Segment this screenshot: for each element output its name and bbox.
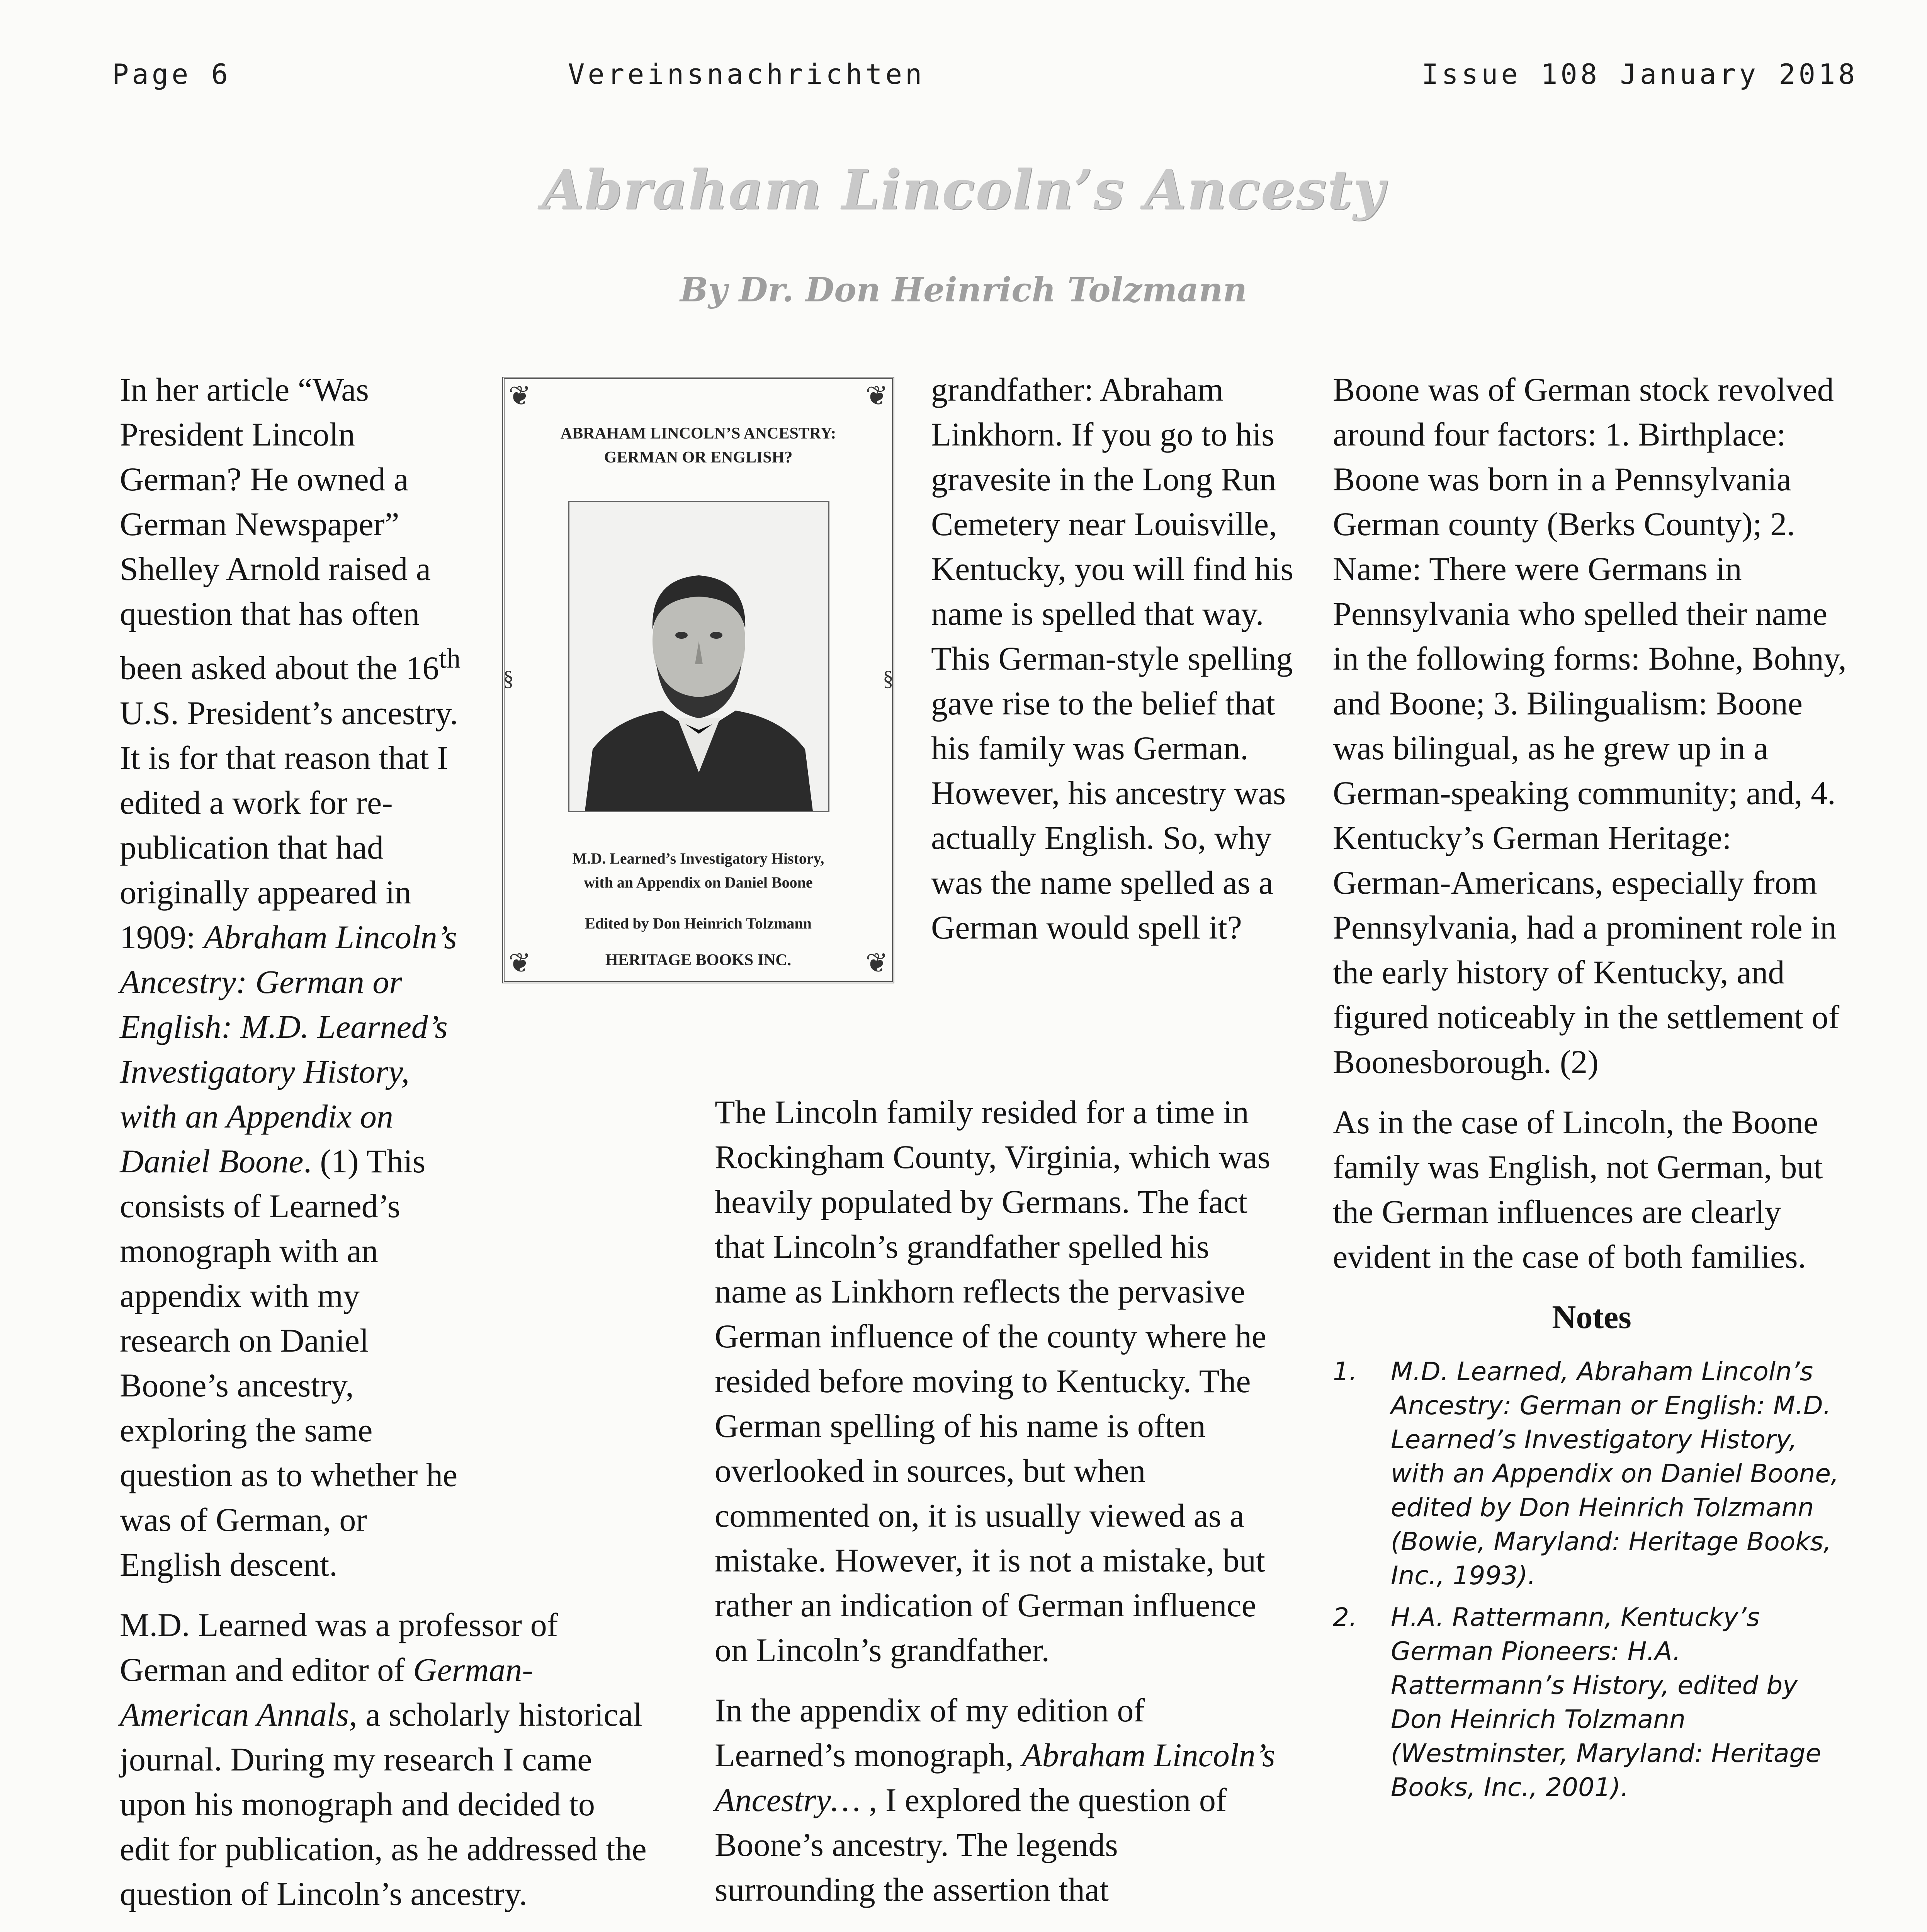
footnote-number: 1. bbox=[1333, 1357, 1357, 1386]
notes-heading: Notes bbox=[1552, 1298, 1631, 1335]
superscript: th bbox=[439, 643, 461, 674]
text-run: , I explored the question of Boone’s ancestry. The legends surrounding the assertion that bbox=[715, 1781, 1227, 1908]
paragraph: grandfather: Abraham Linkhorn. If you go to his gravesite in the Long Run Cemetery near Louisville, Kentucky, you will find his name is spelled that way. This German-style spelling gave rise to the belief that his family was German. However, his ancestry was actually English. So, why was the name spelled as a German would spell it? bbox=[931, 371, 1293, 946]
paragraph bbox=[715, 1688, 1279, 1912]
article-byline: By Dr. Don Heinrich Tolzmann bbox=[680, 270, 1247, 310]
lincoln-portrait bbox=[568, 501, 829, 812]
footnote bbox=[1333, 1355, 1851, 1593]
column-2 bbox=[715, 1090, 1279, 1927]
footnote bbox=[1333, 1600, 1851, 1804]
book-cover-figure bbox=[502, 377, 894, 983]
footnote-number: 2. bbox=[1333, 1602, 1357, 1632]
cover-title-line: ABRAHAM LINCOLN’S ANCESTRY: bbox=[560, 425, 836, 442]
publication-name: Vereinsnachrichten bbox=[568, 58, 925, 90]
paragraph bbox=[120, 1602, 653, 1916]
side-ornament-icon: § bbox=[503, 667, 514, 690]
corner-ornament-icon: ❦ bbox=[865, 949, 888, 978]
column-4 bbox=[1333, 367, 1851, 1812]
footnote-text: H.A. Rattermann, Kentucky’s German Pioneers: H.A. Rattermann’s History, edited by Don Heinrich Tolzmann (Westminster, Maryland: Heritage Books, Inc., 2001). bbox=[1391, 1602, 1822, 1802]
book-title: Abraham Lincoln’s Ancestry: German or English: M.D. Learned’s Investigatory History, with an Appendix on Daniel Boone bbox=[120, 918, 457, 1180]
page-number: Page 6 bbox=[112, 58, 231, 90]
cover-title bbox=[505, 422, 892, 469]
text-run: U.S. President’s ancestry. It is for that reason that I edited a work for re-publication that had originally appeared in 1909: bbox=[120, 694, 458, 956]
paragraph: Boone was of German stock revolved around four factors: 1. Birthplace: Boone was born in a Pennsylvania German county (Berks County); 2. Name: There were Germans in Pennsylvania who spelled their name in the following forms: Bohne, Bohny, and Boone; 3. Bilingualism: Boone was bilingual, as he grew up in a German-speaking community; and, 4. Kentucky’s German Heritage: German-Americans, especially from Pennsylvania, had a prominent role in the early history of Kentucky, and figured noticeably in the settlement of Boonesborough. (2) bbox=[1333, 371, 1847, 1080]
cover-editor: Edited by Don Heinrich Tolzmann bbox=[585, 915, 812, 932]
book-title: Abraham Lincoln’s Ancestry… bbox=[715, 1736, 1275, 1818]
paragraph: As in the case of Lincoln, the Boone family was English, not German, but the German influences are clearly evident in the case of both families. bbox=[1333, 1104, 1823, 1275]
corner-ornament-icon: ❦ bbox=[865, 381, 888, 411]
cover-title-line: GERMAN OR ENGLISH? bbox=[604, 449, 793, 466]
cover-publisher: HERITAGE BOOKS INC. bbox=[605, 951, 792, 969]
issue-date: Issue 108 January 2018 bbox=[1422, 58, 1858, 90]
corner-ornament-icon: ❦ bbox=[508, 381, 531, 411]
cover-subtitle-line: M.D. Learned’s Investigatory History, bbox=[572, 850, 824, 867]
text-run: In the appendix of my edition of Learned’s monograph, bbox=[715, 1692, 1145, 1774]
journal-title: German-American Annals bbox=[120, 1651, 533, 1733]
corner-ornament-icon: ❦ bbox=[508, 949, 531, 978]
cover-subtitle-line: with an Appendix on Daniel Boone bbox=[584, 874, 813, 891]
paragraph: The Lincoln family resided for a time in Rockingham County, Virginia, which was heavily populated by Germans. The fact that Lincoln’s grandfather spelled his name as Linkhorn reflects the pervasive German influence of the county where he resided before moving to Kentucky. The German spelling of his name is often overlooked in sources, but when commented on, it is usually viewed as a mistake. However, it is not a mistake, but rather an indication of German influence on Lincoln’s grandfather. bbox=[715, 1094, 1271, 1668]
text-run: In her article “Was President Lincoln German? He owned a German Newspaper” Shelley Arnold raised a question that has often been asked about the 16 bbox=[120, 371, 439, 687]
text-run: , a scholarly historical journal. During my research I came upon his monograph and decided to edit for publication, as he addressed the question of Lincoln’s ancestry. bbox=[120, 1696, 647, 1912]
text-run: M.D. Learned was a professor of German and editor of bbox=[120, 1606, 558, 1688]
article-title: Abraham Lincoln’s Ancesty bbox=[542, 158, 1385, 222]
text-run: . (1) This consists of Learned’s monograph with an appendix with my research on Daniel Boone’s ancestry, exploring the same question as to whether he was of German, or English descent. bbox=[120, 1142, 458, 1583]
cover-subtitle bbox=[505, 847, 892, 895]
paragraph-wrap bbox=[120, 367, 467, 1587]
footnote-text: M.D. Learned, Abraham Lincoln’s Ancestry: German or English: M.D. Learned’s Investigatory History, with an Appendix on Daniel Boone, edited by Don Heinrich Tolzmann (Bowie, Maryland: Heritage Books, Inc., 1993). bbox=[1391, 1357, 1839, 1590]
column-3 bbox=[931, 367, 1302, 965]
side-ornament-icon: § bbox=[883, 667, 894, 690]
